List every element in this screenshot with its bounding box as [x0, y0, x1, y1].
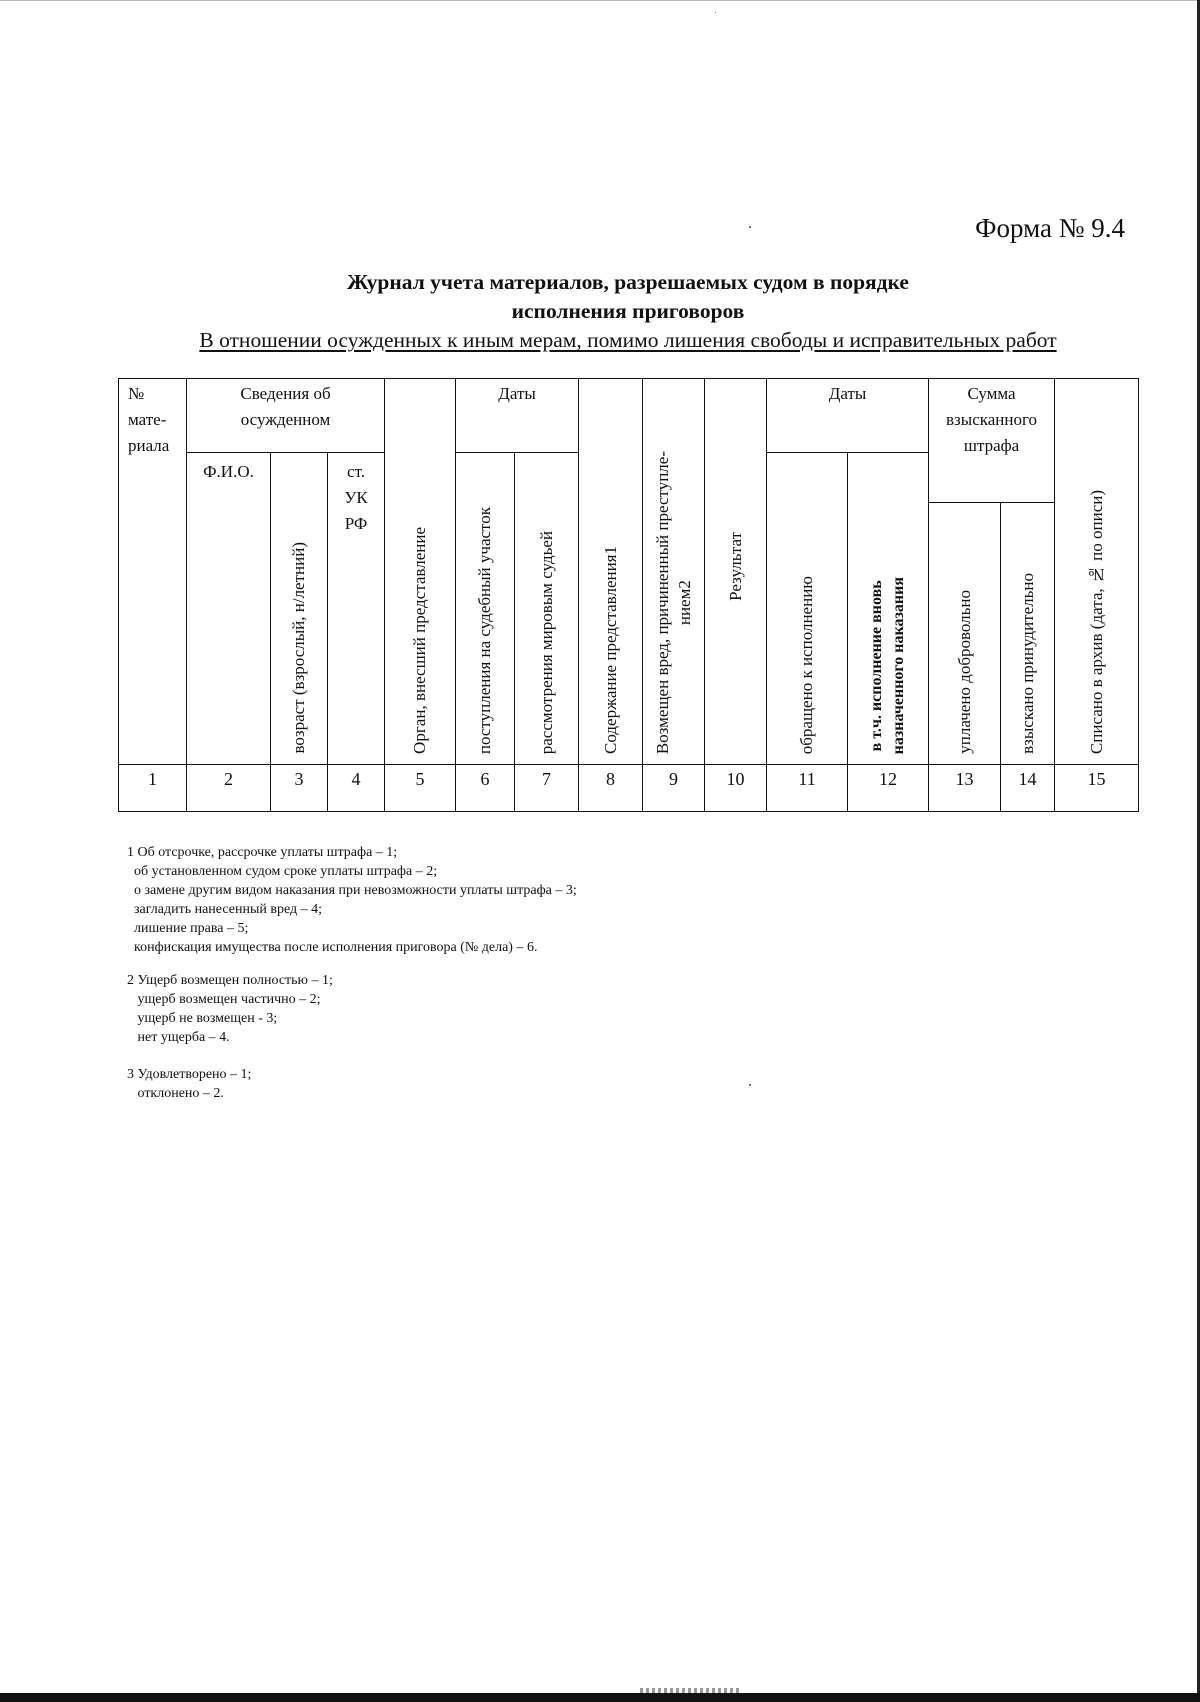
footnote-line: об установленном судом сроке уплаты штрафа – 2;: [127, 864, 438, 879]
header-dates-1: Даты: [456, 379, 579, 453]
footnote-line: 1 Об отсрочке, рассрочке уплаты штрафа – 1;: [127, 845, 398, 860]
header-dates-2: Даты: [767, 379, 929, 453]
footnote-1: [127, 843, 577, 957]
scan-marks-bottom: [640, 1688, 740, 1693]
journal-subtitle: В отношении осужденных к иным мерам, помимо лишения свободы и исправительных работ: [199, 328, 1057, 352]
footnote-line: отклонено – 2.: [127, 1086, 224, 1101]
column-number: 8: [579, 765, 643, 812]
page-edge-bottom: [0, 1693, 1200, 1702]
scan-speck: [749, 226, 751, 228]
journal-title-line1: Журнал учета материалов, разрешаемых судом в порядке: [347, 270, 909, 294]
header-damage-compensated: Возмещен вред, причиненный преступле- нием2: [643, 379, 705, 765]
column-number: 3: [271, 765, 328, 812]
column-number: 2: [187, 765, 271, 812]
form-number: Форма № 9.4: [975, 213, 1125, 243]
footnote-line: лишение права – 5;: [127, 921, 249, 936]
footnote-line: конфискация имущества после исполнения приговора (№ дела) – 6.: [127, 940, 538, 955]
scan-speck: [749, 1084, 751, 1086]
header-material-number: № мате- риала: [119, 379, 187, 765]
header-content: Содержание представления1: [579, 379, 643, 765]
footnote-line: загладить нанесенный вред – 4;: [127, 902, 322, 917]
column-number: 6: [456, 765, 515, 812]
footnote-line: о замене другим видом наказания при невозможности уплаты штрафа – 3;: [127, 883, 577, 898]
scan-speck: [715, 12, 716, 13]
footnote-line: нет ущерба – 4.: [127, 1030, 230, 1045]
header-new-punishment: в т.ч. исполнение вновь назначенного наказания: [848, 453, 929, 765]
column-numbers-row: [119, 765, 1139, 812]
column-number: 12: [848, 765, 929, 812]
column-number: 10: [705, 765, 767, 812]
header-fine-sum: Сумма взысканного штрафа: [929, 379, 1055, 503]
header-criminal-code-article: ст. УК РФ: [328, 453, 385, 765]
header-reviewed: рассмотрения мировым судьей: [515, 453, 579, 765]
header-convict-info: Сведения об осужденном: [187, 379, 385, 453]
column-number: 7: [515, 765, 579, 812]
column-number: 13: [929, 765, 1001, 812]
footnote-line: 2 Ущерб возмещен полностью – 1;: [127, 973, 333, 988]
column-number: 4: [328, 765, 385, 812]
header-executed: обращено к исполнению: [767, 453, 848, 765]
header-collected-forcibly: взыскано принудительно: [1001, 503, 1055, 765]
journal-title-line2: исполнения приговоров: [511, 299, 745, 323]
journal-table: [118, 378, 1139, 812]
footnote-line: 3 Удовлетворено – 1;: [127, 1067, 252, 1082]
footnote-2: [127, 971, 333, 1047]
header-organ: Орган, внесший представление: [385, 379, 456, 765]
header-received: поступления на судебный участок: [456, 453, 515, 765]
header-age: возраст (взрослый, н/летний): [271, 453, 328, 765]
header-archived: Списано в архив (дата, № по описи): [1055, 379, 1139, 765]
footnote-line: ущерб возмещен частично – 2;: [127, 992, 321, 1007]
footnote-line: ущерб не возмещен - 3;: [127, 1011, 278, 1026]
header-paid-voluntarily: уплачено добровольно: [929, 503, 1001, 765]
column-number: 1: [119, 765, 187, 812]
footnote-3: [127, 1065, 251, 1103]
column-number: 14: [1001, 765, 1055, 812]
header-result: Результат: [705, 379, 767, 765]
header-fio: Ф.И.О.: [187, 453, 271, 765]
column-number: 15: [1055, 765, 1139, 812]
column-number: 11: [767, 765, 848, 812]
page-edge-top: [0, 0, 1200, 1]
column-number: 9: [643, 765, 705, 812]
column-number: 5: [385, 765, 456, 812]
